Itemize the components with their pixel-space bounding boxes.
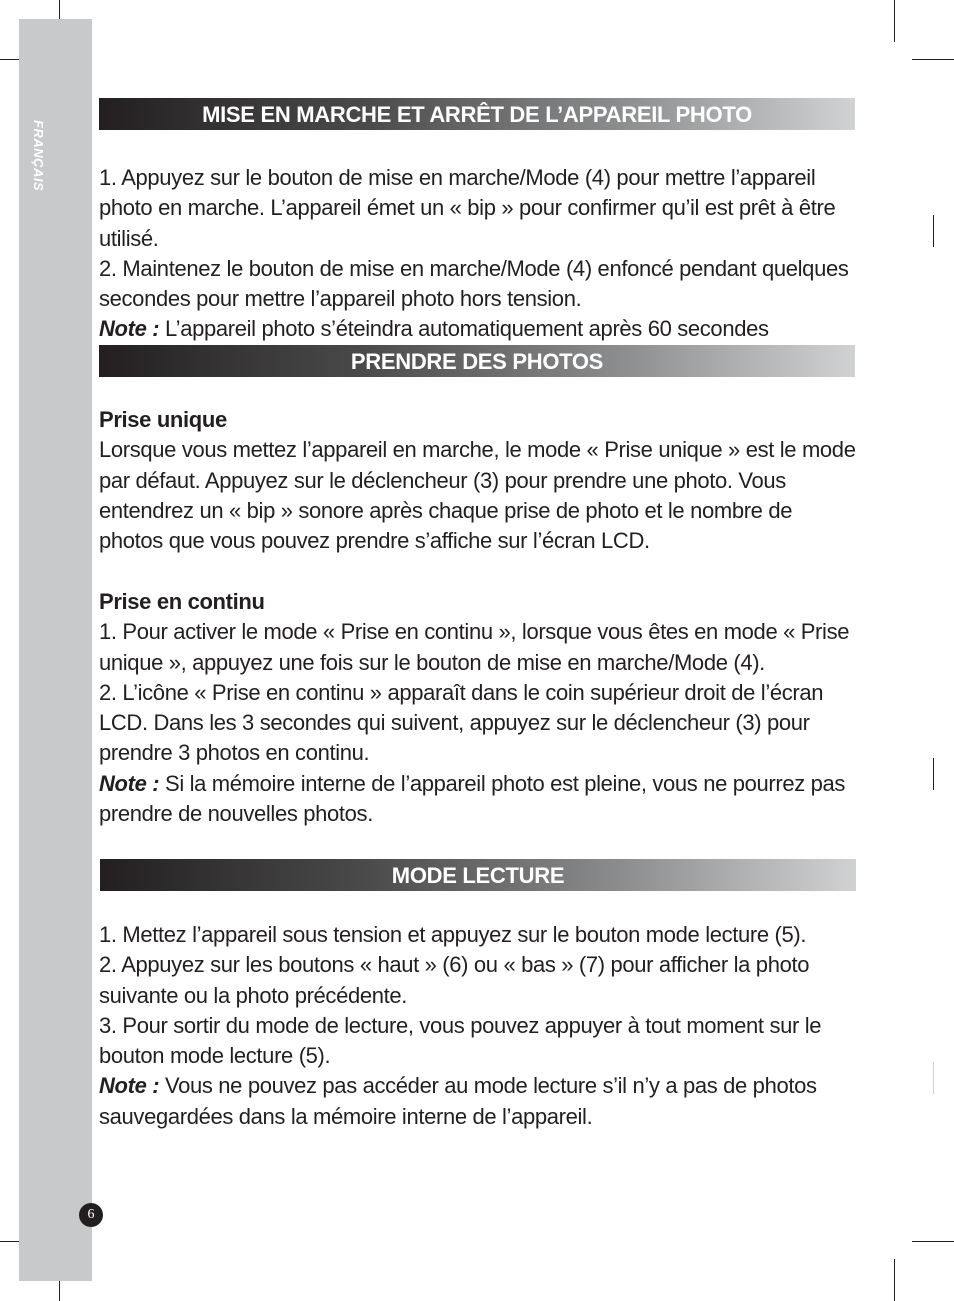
crop-mark: [912, 1241, 954, 1242]
note-label: Note :: [99, 316, 160, 342]
section-header-playback: MODE LECTURE: [100, 859, 856, 891]
paragraph: 2. Appuyez sur les boutons « haut » (6) ou « bas » (7) pour afficher la photo suivante ou la photo précédente.: [99, 952, 810, 1008]
registration-mark: [933, 1062, 934, 1094]
note: [99, 769, 859, 830]
registration-mark: [933, 758, 934, 790]
registration-mark: [933, 215, 934, 247]
paragraph: Lorsque vous mettez l’appareil en marche, le mode « Prise unique » est le mode par défaut. Appuyez sur le déclencheur (3) pour prendre une photo. Vous entendrez un « bip » sonore après chaque prise de photo et le nombre de photos que vous pouvez prendre s’affiche sur l’écran LCD.: [99, 437, 856, 554]
continuous-shot-block: [99, 587, 859, 829]
crop-mark: [894, 1259, 895, 1301]
playback-instructions: [99, 920, 859, 1132]
note-label: Note :: [99, 1073, 160, 1099]
note-text: L’appareil photo s’éteindra automatiquement après 60 secondes: [164, 316, 769, 342]
paragraph: 2. Maintenez le bouton de mise en marche/Mode (4) enfoncé pendant quelques secondes pour mettre l’appareil photo hors tension.: [99, 255, 849, 312]
section-header-photos: PRENDRE DES PHOTOS: [99, 345, 855, 377]
paragraph: 3. Pour sortir du mode de lecture, vous pouvez appuyer à tout moment sur le bouton mode lecture (5).: [99, 1012, 822, 1069]
paragraph: 1. Mettez l’appareil sous tension et appuyez sur le bouton mode lecture (5).: [99, 922, 807, 947]
crop-mark: [894, 0, 895, 42]
paragraph: 1. Appuyez sur le bouton de mise en marche/Mode (4) pour mettre l’appareil photo en marche. L’appareil émet un « bip » pour confirmer qu’il est prêt à être utilisé.: [99, 165, 836, 251]
paragraph: 2. L’icône « Prise en continu » apparaît dans le coin supérieur droit de l’écran LCD. Dans les 3 secondes qui suivent, appuyez sur le déclencheur (3) pour prendre 3 photos en continu.: [99, 679, 824, 766]
single-shot-block: [99, 405, 859, 556]
language-label: FRANÇAIS: [31, 120, 46, 192]
crop-mark: [912, 59, 954, 60]
note-label: Note :: [99, 770, 160, 796]
note-text: Vous ne pouvez pas accéder au mode lecture s’il n’y a pas de photos sauvegardées dans la mémoire interne de l’appareil.: [99, 1073, 817, 1129]
language-sidebar: [19, 19, 92, 1281]
subheading-single: Prise unique: [99, 407, 227, 432]
power-instructions: [99, 163, 859, 375]
subheading-continuous: Prise en continu: [99, 589, 265, 614]
note-text: Si la mémoire interne de l’appareil photo est pleine, vous ne pourrez pas prendre de nouvelles photos.: [99, 770, 846, 827]
page-number: 6: [79, 1203, 103, 1227]
section-header-power: MISE EN MARCHE ET ARRÊT DE L’APPAREIL PHOTO: [99, 98, 855, 130]
paragraph: 1. Pour activer le mode « Prise en continu », lorsque vous êtes en mode « Prise unique », appuyez une fois sur le bouton de mise en marche/Mode (4).: [99, 619, 850, 675]
note: [99, 1071, 859, 1132]
